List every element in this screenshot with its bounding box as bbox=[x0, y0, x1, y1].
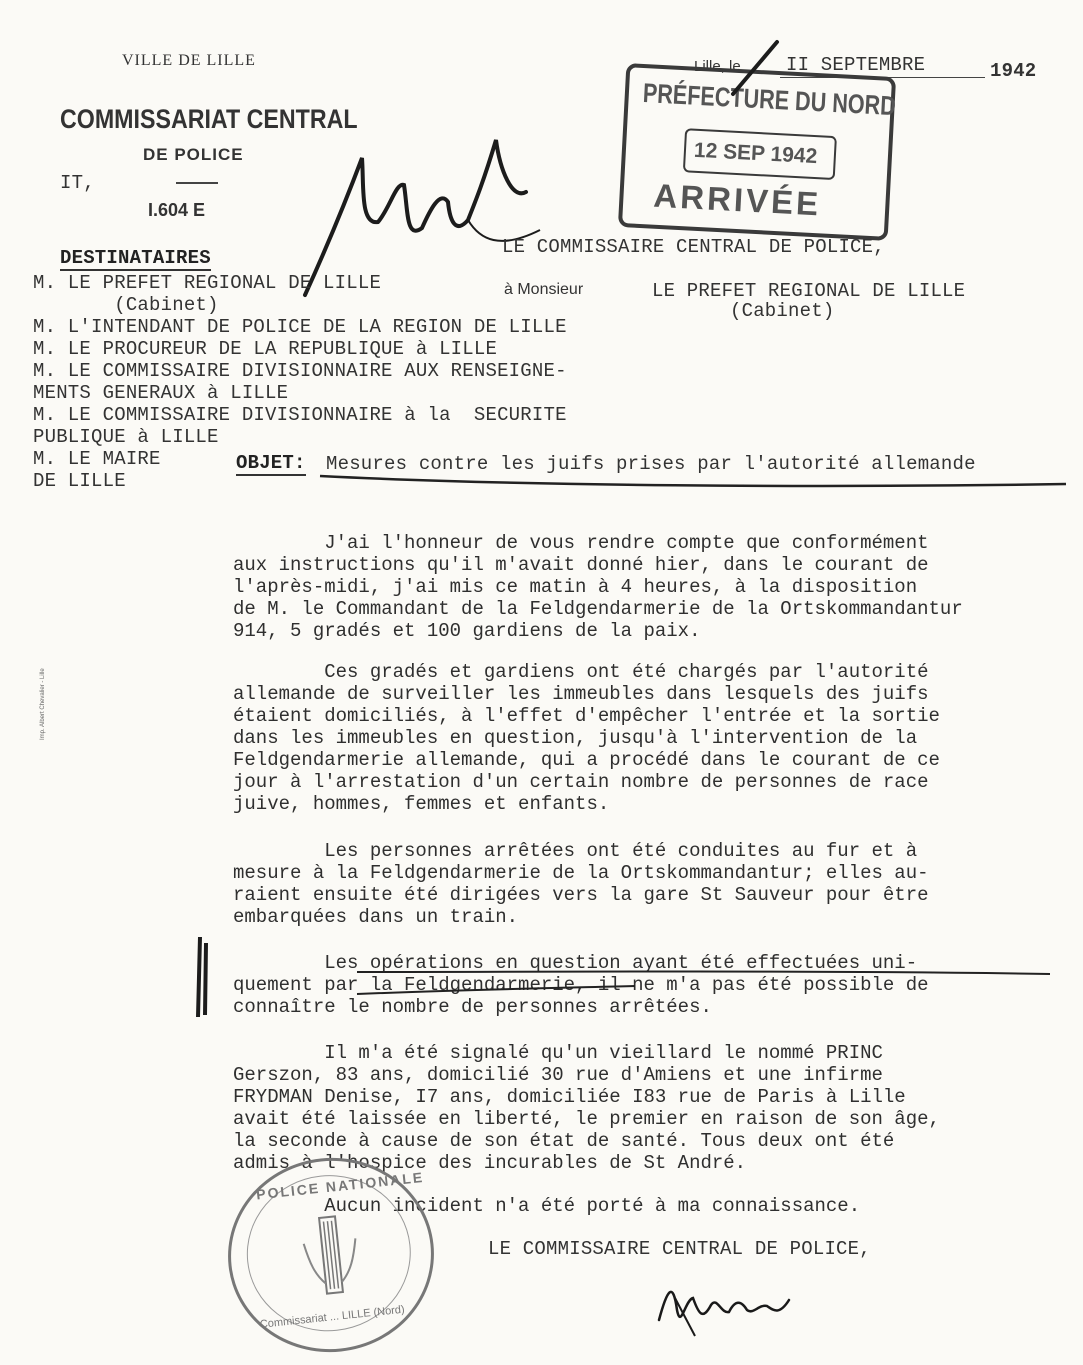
header-rule bbox=[176, 182, 218, 184]
office-title: COMMISSARIAT CENTRAL bbox=[60, 104, 358, 134]
reference-number: I.604 E bbox=[148, 200, 206, 220]
recipient-line: M. L'INTENDANT DE POLICE DE LA REGION DE LILLE bbox=[33, 316, 567, 338]
arrival-stamp-status: ARRIVÉE bbox=[652, 176, 823, 223]
closing-title: LE COMMISSAIRE CENTRAL DE POLICE, bbox=[488, 1238, 871, 1260]
recipient-line: M. LE PROCUREUR DE LA REPUBLIQUE à LILLE bbox=[33, 338, 498, 360]
recipients-heading: DESTINATAIRES bbox=[60, 247, 211, 269]
body-paragraph-6: Aucun incident n'a été porté à ma connaissance. bbox=[233, 1195, 861, 1217]
date-year: 1942 bbox=[990, 60, 1037, 82]
recipient-line: MENTS GENERAUX à LILLE bbox=[33, 382, 289, 404]
body-paragraph-2: Ces gradés et gardiens ont été chargés par l'autorité allemande de surveiller les immeubles dans lesquels des juifs étaient domiciliés, à l'effet d'empêcher l'entrée et la sortie dans les immeubles en question, jusqu'à l'intervention de la Feldgendarmerie allemande, qui a procédé dans le courant de ce jour à l'arrestation d'un certain nombre de personnes de race juive, hommes, femmes et enfants. bbox=[233, 661, 940, 815]
paragraph-4-underline bbox=[355, 966, 1055, 996]
body-paragraph-5: Il m'a été signalé qu'un vieillard le nommé PRINC Gerszon, 83 ans, domicilié 30 rue d'Amiens et une infirme FRYDMAN Denise, I7 ans, domiciliée I83 rue de Paris à Lille avait été laissée en liberté, le premier en raison de son âge, la seconde à cause de son état de santé. Tous deux ont été admis à l'hospice des incurables de St André. bbox=[233, 1042, 940, 1174]
subject-underline bbox=[318, 472, 1068, 492]
recipient-line: PUBLIQUE à LILLE bbox=[33, 426, 219, 448]
office-subtitle: DE POLICE bbox=[143, 145, 244, 164]
slash-mark bbox=[725, 38, 785, 98]
recipient-line: M. LE COMMISSAIRE DIVISIONNAIRE à la SECURITE bbox=[33, 404, 567, 426]
date-text: II SEPTEMBRE bbox=[786, 54, 926, 76]
addressee-subtitle: (Cabinet) bbox=[730, 300, 835, 322]
signature bbox=[655, 1270, 795, 1340]
recipient-line: M. LE MAIRE bbox=[33, 448, 161, 470]
body-paragraph-4: Les opérations en question ayant été effectuées uni- quement par la Feldgendarmerie, il ne m'a pas été possible de connaître le nombre de personnes arrêtées. bbox=[233, 952, 929, 1018]
sender-title: LE COMMISSAIRE CENTRAL DE POLICE, bbox=[502, 236, 885, 258]
arrival-stamp-date: 12 SEP 1942 bbox=[693, 138, 818, 169]
body-paragraph-3: Les personnes arrêtées ont été conduites au fur et à mesure à la Feldgendarmerie de la Ortskommandantur; elles au- raient ensuite été dirigées vers la gare St Sauveur pour être embarquées dans un train. bbox=[233, 840, 929, 928]
recipient-line: DE LILLE bbox=[33, 470, 126, 492]
reference-prefix: IT, bbox=[60, 172, 95, 194]
subject-label: OBJET: bbox=[236, 452, 306, 474]
body-paragraph-1: J'ai l'honneur de vous rendre compte que conformément aux instructions qu'il m'avait donné hier, dans le courant de l'après-midi, j'ai mis ce matin à 4 heures, à la disposition de M. le Commandant de la Feldgendarmerie de la Ortskommandantur 914, 5 gradés et 100 gardiens de la paix. bbox=[233, 532, 963, 642]
addressee-prefix: à Monsieur bbox=[504, 281, 584, 298]
recipient-line: M. LE COMMISSAIRE DIVISIONNAIRE AUX RENSEIGNE- bbox=[33, 360, 567, 382]
police-seal-bottom-text: Commissariat ... LILLE (Nord) bbox=[259, 1303, 406, 1331]
city-header: VILLE DE LILLE bbox=[122, 52, 256, 69]
addressee-name: LE PREFET REGIONAL DE LILLE bbox=[652, 280, 966, 302]
recipient-line: M. LE PREFET REGIONAL DE LILLE bbox=[33, 272, 382, 294]
police-seal-top-text: POLICE NATIONALE bbox=[255, 1168, 425, 1203]
police-seal bbox=[218, 1148, 443, 1362]
printer-credit: Imp. Albert Chevalier - Lille bbox=[40, 668, 46, 740]
arrival-stamp-prefecture: PRÉFECTURE DU NORD bbox=[642, 77, 897, 122]
subject-text: Mesures contre les juifs prises par l'autorité allemande bbox=[326, 453, 976, 475]
police-seal-emblem-icon bbox=[295, 1208, 368, 1304]
recipient-line: (Cabinet) bbox=[33, 294, 219, 316]
margin-emphasis-mark bbox=[192, 935, 214, 1020]
date-place: Lille, le bbox=[694, 58, 741, 75]
arrival-stamp-date-box bbox=[683, 128, 837, 180]
